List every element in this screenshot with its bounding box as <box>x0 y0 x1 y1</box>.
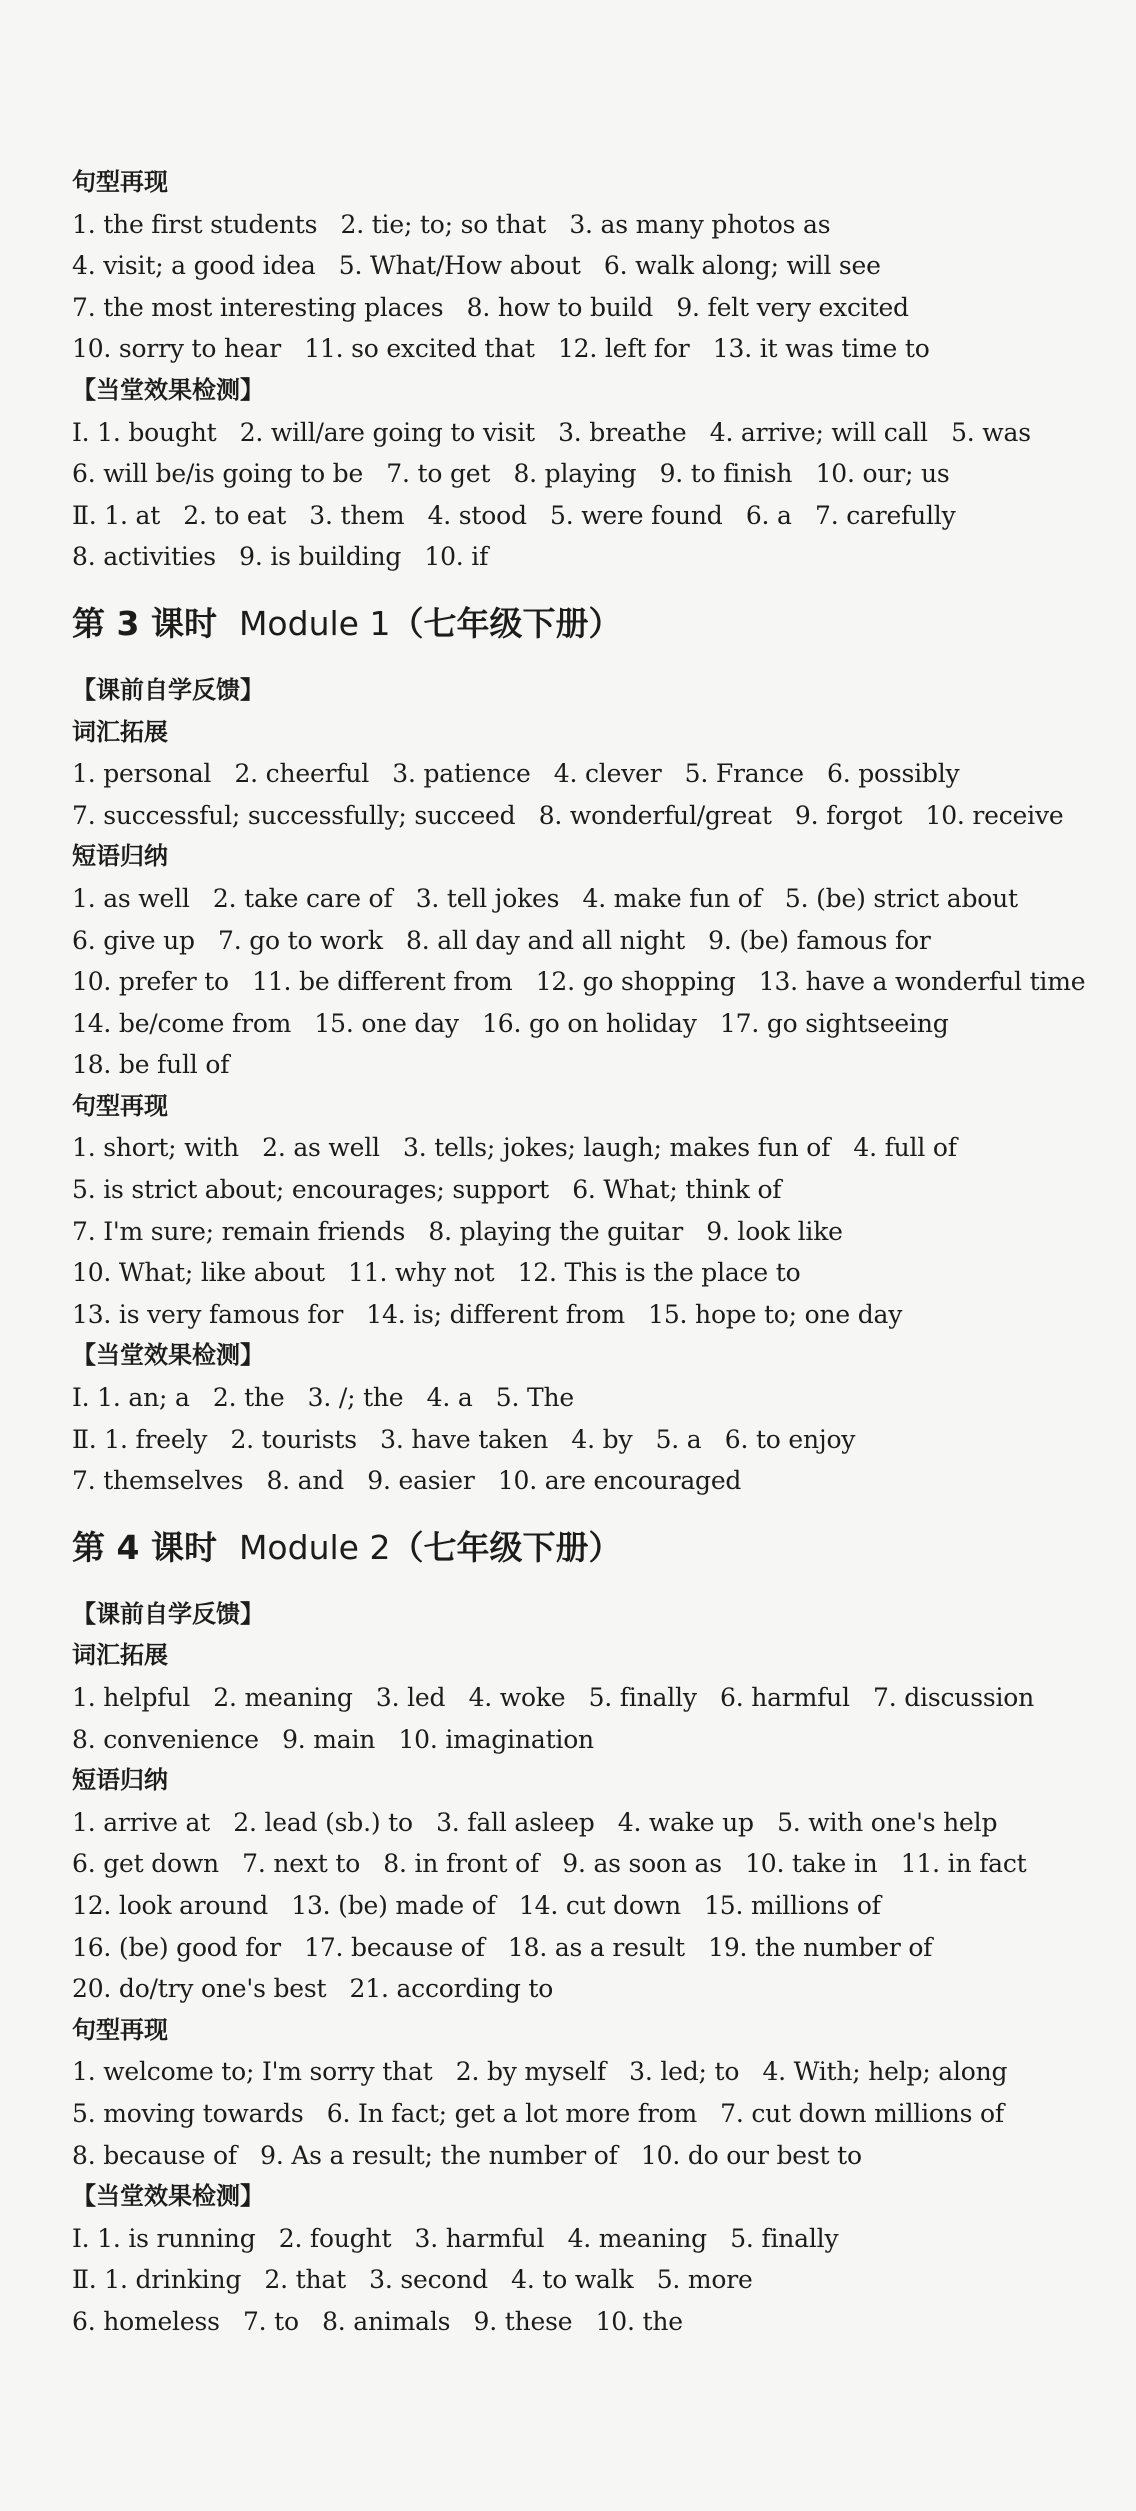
answer-line: 13. is very famous for 14. is; different from 15. hope to; one day <box>72 1299 903 1329</box>
answer-line: 6. give up 7. go to work 8. all day and all night 9. (be) famous for <box>72 925 931 955</box>
answer-line: Ⅱ. 1. drinking 2. that 3. second 4. to walk 5. more <box>72 2265 753 2295</box>
lesson-heading <box>72 1502 1092 1594</box>
answer-line: 6. get down 7. next to 8. in front of 9. as soon as 10. take in 11. in fact <box>72 1849 1027 1879</box>
section-heading: 短语归纳 <box>72 842 168 871</box>
lesson-heading <box>72 578 1092 670</box>
answer-key-content <box>72 162 1092 2343</box>
answer-line: Ⅰ. 1. is running 2. fought 3. harmful 4. meaning 5. finally <box>72 2223 839 2253</box>
answer-line: 1. short; with 2. as well 3. tells; jokes; laugh; makes fun of 4. full of <box>72 1133 957 1163</box>
answer-line: 1. the first students 2. tie; to; so that 3. as many photos as <box>72 209 831 239</box>
section-heading: 短语归纳 <box>72 1766 168 1795</box>
answer-line: 6. will be/is going to be 7. to get 8. playing 9. to finish 10. our; us <box>72 459 950 489</box>
answer-line: 20. do/try one's best 21. according to <box>72 1974 554 2004</box>
answer-line: 7. I'm sure; remain friends 8. playing the guitar 9. look like <box>72 1216 843 1246</box>
answer-line: 1. as well 2. take care of 3. tell jokes 4. make fun of 5. (be) strict about <box>72 883 1018 913</box>
answer-line: 5. is strict about; encourages; support 6. What; think of <box>72 1175 782 1205</box>
lesson-grade: （七年级下册） <box>390 1527 622 1567</box>
section-heading: 【当堂效果检测】 <box>72 2182 264 2211</box>
answer-line: 12. look around 13. (be) made of 14. cut down 15. millions of <box>72 1890 881 1920</box>
section-heading: 句型再现 <box>72 1091 168 1120</box>
answer-line: 1. personal 2. cheerful 3. patience 4. clever 5. France 6. possibly <box>72 759 960 789</box>
section-heading: 词汇拓展 <box>72 717 168 746</box>
answer-line: 7. the most interesting places 8. how to build 9. felt very excited <box>72 292 909 322</box>
answer-line: Ⅰ. 1. bought 2. will/are going to visit 3. breathe 4. arrive; will call 5. was <box>72 417 1031 447</box>
answer-line: 5. moving towards 6. In fact; get a lot more from 7. cut down millions of <box>72 2098 1004 2128</box>
answer-line: 10. prefer to 11. be different from 12. go shopping 13. have a wonderful time <box>72 967 1086 997</box>
lesson-module: Module 2 <box>238 1527 391 1567</box>
answer-line: 8. convenience 9. main 10. imagination <box>72 1724 594 1754</box>
answer-line: 4. visit; a good idea 5. What/How about 6. walk along; will see <box>72 251 881 281</box>
answer-line: 1. welcome to; I'm sorry that 2. by myself 3. led; to 4. With; help; along <box>72 2057 1008 2087</box>
lesson-module: Module 1 <box>238 603 391 643</box>
answer-line: 1. helpful 2. meaning 3. led 4. woke 5. finally 6. harmful 7. discussion <box>72 1683 1034 1712</box>
answer-line: 6. homeless 7. to 8. animals 9. these 10. the <box>72 2306 683 2336</box>
section-heading: 【当堂效果检测】 <box>72 1341 264 1370</box>
lesson-grade: （七年级下册） <box>390 603 622 643</box>
answer-line: 18. be full of <box>72 1050 230 1080</box>
answer-line: Ⅰ. 1. an; a 2. the 3. /; the 4. a 5. The <box>72 1383 574 1413</box>
section-heading: 词汇拓展 <box>72 1641 168 1670</box>
section-heading: 【当堂效果检测】 <box>72 375 264 404</box>
section-heading: 【课前自学反馈】 <box>72 1599 264 1628</box>
answer-line: 14. be/come from 15. one day 16. go on holiday 17. go sightseeing <box>72 1008 949 1038</box>
lesson-label: 第 4 课时 <box>72 1527 217 1567</box>
answer-line: Ⅱ. 1. at 2. to eat 3. them 4. stood 5. were found 6. a 7. carefully <box>72 500 956 530</box>
answer-line: 8. because of 9. As a result; the number of 10. do our best to <box>72 2140 862 2170</box>
answer-line: 7. successful; successfully; succeed 8. wonderful/great 9. forgot 10. receive <box>72 800 1064 830</box>
lesson-label: 第 3 课时 <box>72 603 217 643</box>
answer-line: 16. (be) good for 17. because of 18. as a result 19. the number of <box>72 1932 933 1962</box>
section-heading: 句型再现 <box>72 168 168 196</box>
section-heading: 【课前自学反馈】 <box>72 675 264 704</box>
answer-line: 10. What; like about 11. why not 12. This is the place to <box>72 1258 801 1288</box>
answer-line: Ⅱ. 1. freely 2. tourists 3. have taken 4. by 5. a 6. to enjoy <box>72 1424 856 1454</box>
answer-line: 8. activities 9. is building 10. if <box>72 542 489 572</box>
answer-line: 7. themselves 8. and 9. easier 10. are encouraged <box>72 1466 742 1496</box>
answer-line: 1. arrive at 2. lead (sb.) to 3. fall asleep 4. wake up 5. with one's help <box>72 1807 998 1837</box>
section-heading: 句型再现 <box>72 2015 168 2044</box>
answer-line: 10. sorry to hear 11. so excited that 12. left for 13. it was time to <box>72 334 930 364</box>
